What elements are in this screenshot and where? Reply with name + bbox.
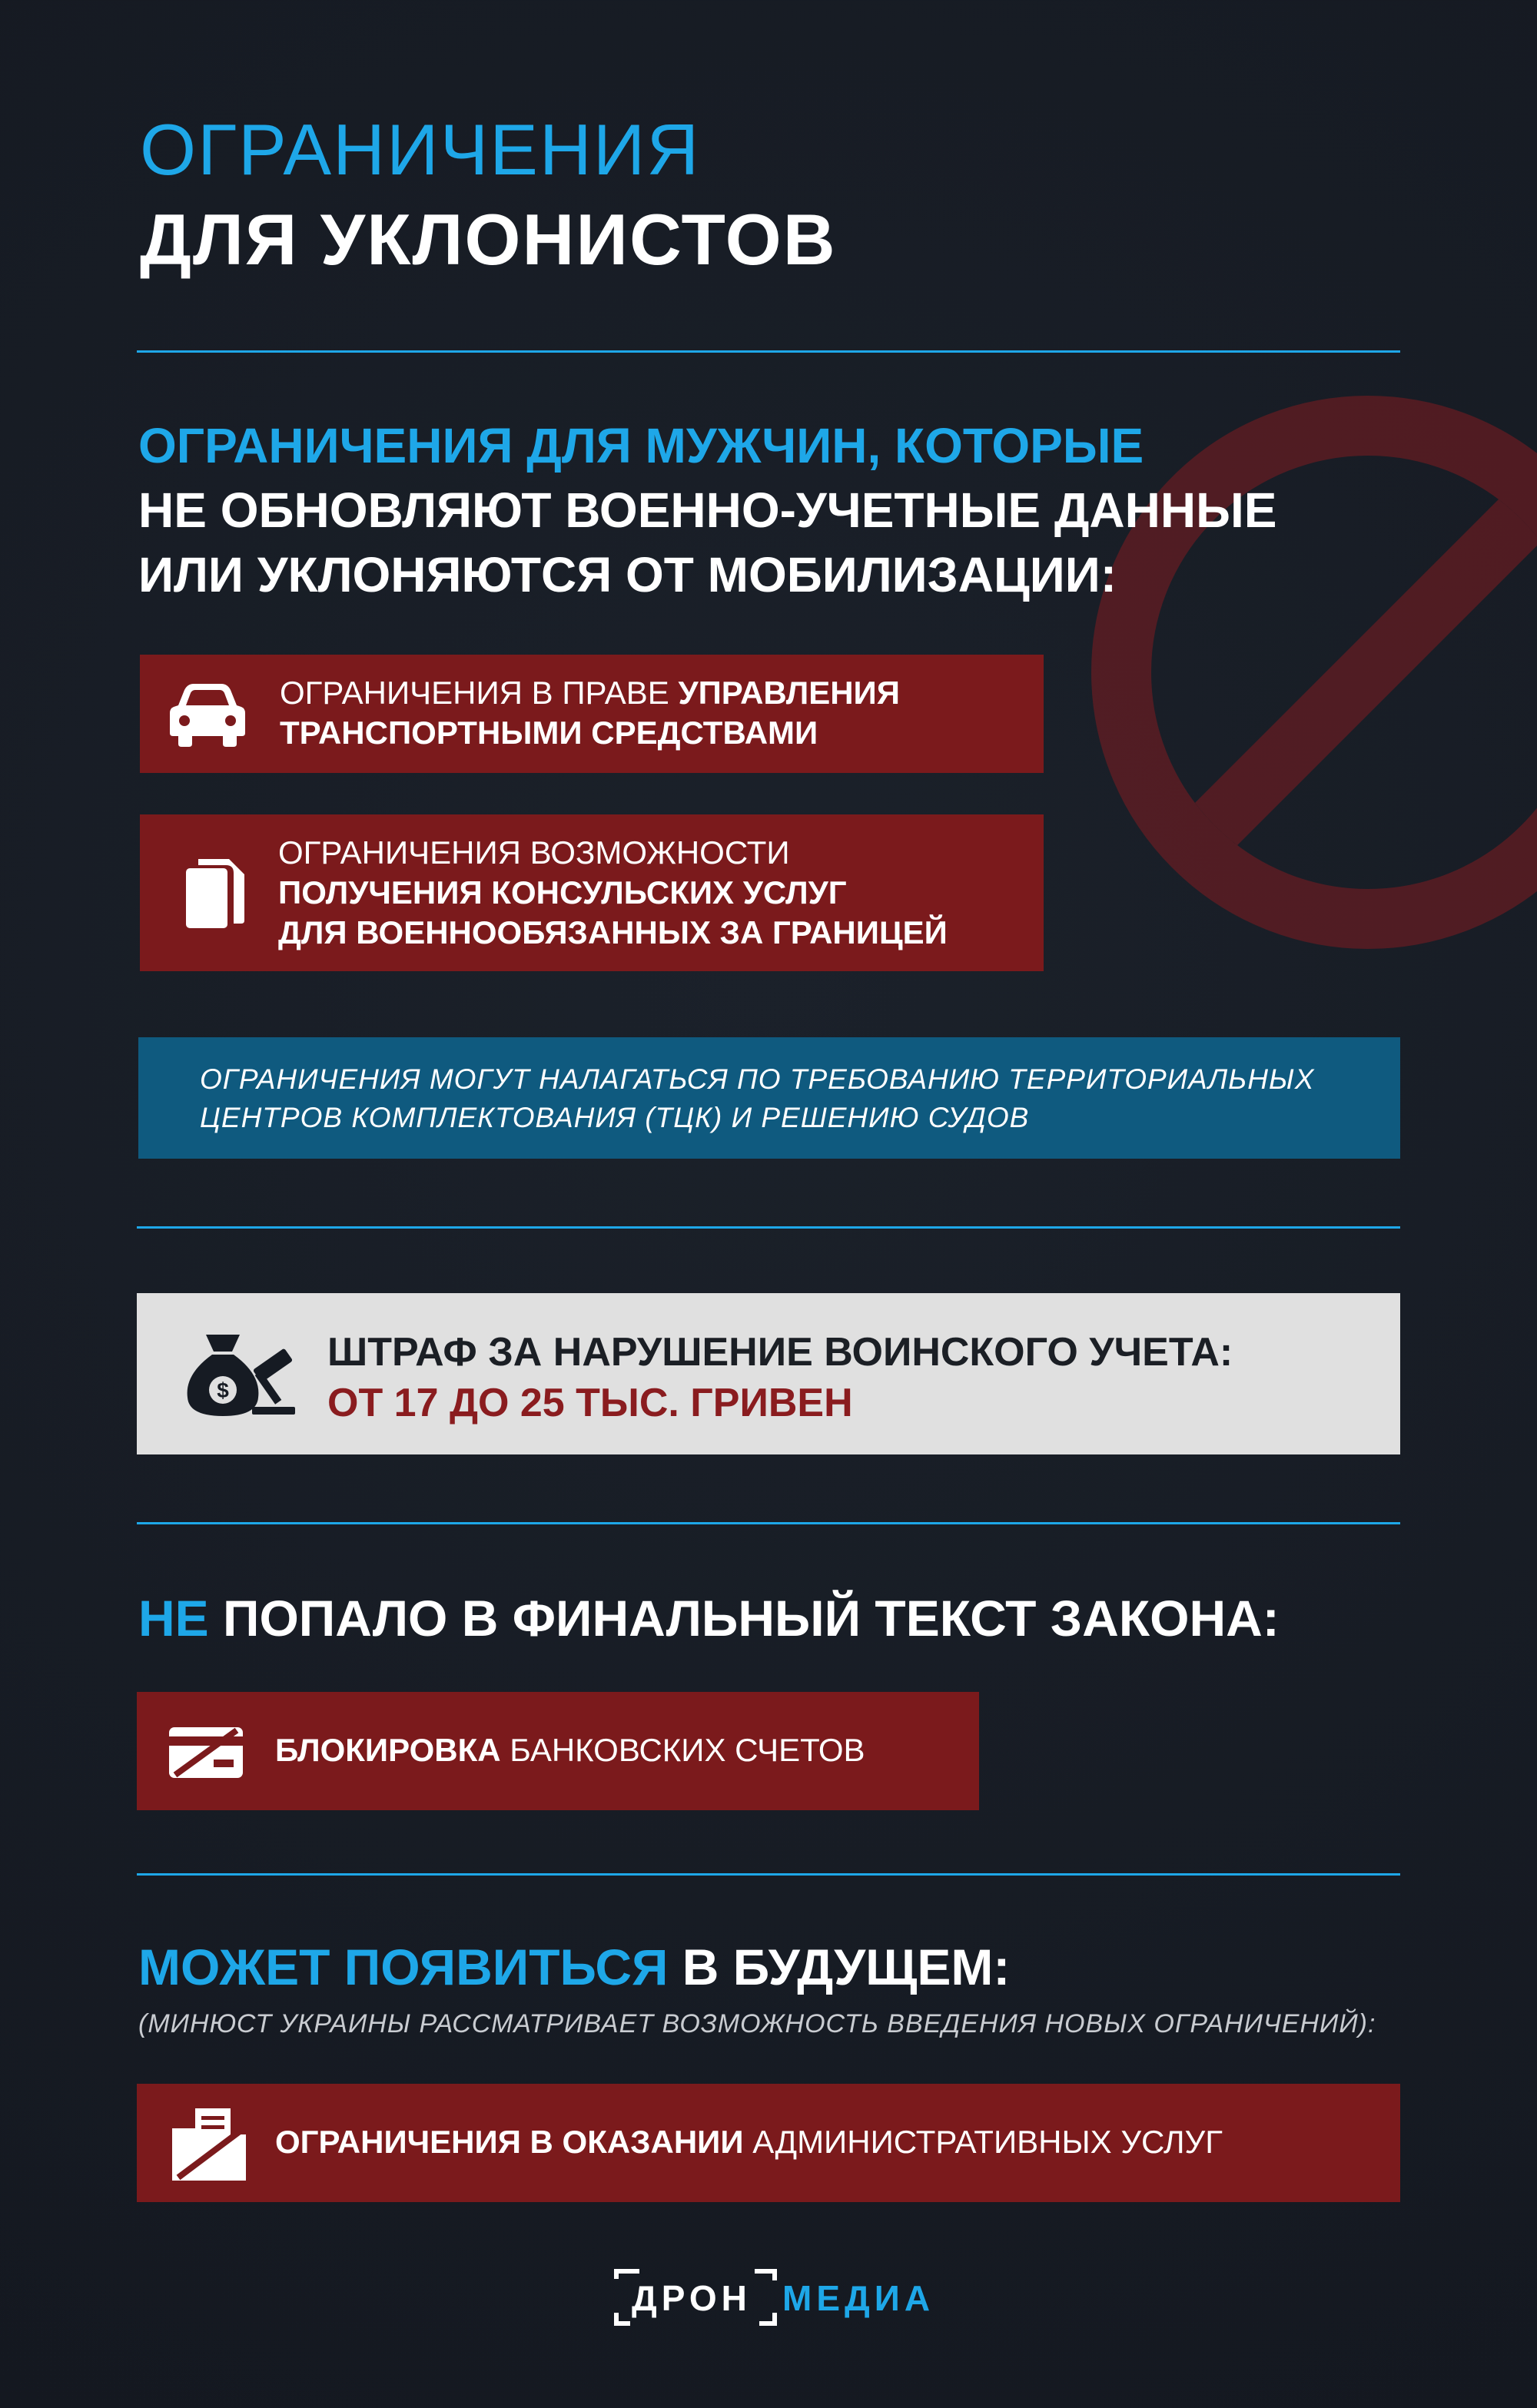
- blocked-accounts-text: [275, 1730, 865, 1770]
- restriction-consular-bold2: ДЛЯ ВОЕННООБЯЗАННЫХ ЗА ГРАНИЦЕЙ: [278, 914, 948, 950]
- restriction-driving-box: [140, 655, 1044, 773]
- admin-services-text: [275, 2122, 1223, 2162]
- restriction-driving-bold: УПРАВЛЕНИЯ: [678, 675, 900, 711]
- logo-part2: МЕДИА: [782, 2278, 935, 2318]
- section2-heading-accent: НЕ: [138, 1590, 209, 1647]
- blocked-accounts-bold: БЛОКИРОВКА: [275, 1732, 501, 1768]
- admin-services-plain: АДМИНИСТРАТИВНЫХ УСЛУГ: [743, 2124, 1223, 2160]
- tck-court-note: [138, 1037, 1400, 1159]
- fine-title: ШТРАФ ЗА НАРУШЕНИЕ ВОИНСКОГО УЧЕТА:: [327, 1330, 1233, 1375]
- divider: [137, 1873, 1400, 1876]
- admin-services-bold: ОГРАНИЧЕНИЯ В ОКАЗАНИИ: [275, 2124, 744, 2160]
- page-title-line1: ОГРАНИЧЕНИЯ: [140, 109, 701, 190]
- section1-heading-line3: ИЛИ УКЛОНЯЮТСЯ ОТ МОБИЛИЗАЦИИ:: [138, 547, 1117, 602]
- logo-part1: ДРОН: [632, 2278, 752, 2318]
- divider: [137, 1522, 1400, 1524]
- section3-heading-accent: МОЖЕТ ПОЯВИТЬСЯ: [138, 1939, 669, 1995]
- section2-heading-rest: ПОПАЛО В ФИНАЛЬНЫЙ ТЕКСТ ЗАКОНА:: [208, 1590, 1280, 1647]
- section1-heading: [138, 413, 1276, 607]
- restriction-driving-plain: ОГРАНИЧЕНИЯ В ПРАВЕ: [280, 675, 679, 711]
- section1-heading-line1: ОГРАНИЧЕНИЯ ДЛЯ МУЖЧИН, КОТОРЫЕ: [138, 418, 1144, 473]
- note-line2: ЦЕНТРОВ КОМПЛЕКТОВАНИЯ (ТЦК) И РЕШЕНИЮ СУДОВ: [200, 1102, 1030, 1133]
- money-bag-gavel-icon: [184, 1332, 300, 1418]
- section1-heading-line2: НЕ ОБНОВЛЯЮТ ВОЕННО-УЧЕТНЫЕ ДАННЫЕ: [138, 483, 1277, 538]
- folder-blocked-icon: [172, 2108, 246, 2181]
- fine-box: [137, 1293, 1400, 1454]
- note-line1: ОГРАНИЧЕНИЯ МОГУТ НАЛАГАТЬСЯ ПО ТРЕБОВАНИЮ ТЕРРИТОРИАЛЬНЫХ: [200, 1063, 1315, 1095]
- restriction-consular-bold: ПОЛУЧЕНИЯ КОНСУЛЬСКИХ УСЛУГ: [278, 874, 847, 910]
- divider: [137, 350, 1400, 353]
- blocked-accounts-box: [137, 1692, 979, 1810]
- admin-services-box: [137, 2084, 1400, 2202]
- section3-heading: [138, 1935, 1010, 1999]
- restriction-consular-plain: ОГРАНИЧЕНИЯ ВОЗМОЖНОСТИ: [278, 834, 790, 871]
- restriction-driving-text: [280, 673, 900, 753]
- section2-heading: [138, 1586, 1280, 1650]
- documents-icon: [186, 859, 244, 930]
- restriction-consular-box: [140, 814, 1044, 971]
- card-blocked-icon: [169, 1727, 243, 1778]
- car-icon: [169, 682, 246, 747]
- page-title-line2: ДЛЯ УКЛОНИСТОВ: [140, 199, 837, 280]
- divider: [137, 1226, 1400, 1229]
- tck-court-note-text: [200, 1060, 1314, 1137]
- fine-text: [327, 1327, 1233, 1428]
- restriction-consular-text: [278, 833, 948, 953]
- restriction-driving-bold2: ТРАНСПОРТНЫМИ СРЕДСТВАМИ: [280, 715, 818, 751]
- section3-heading-rest: В БУДУЩЕМ:: [668, 1939, 1011, 1995]
- svg-text:$: $: [217, 1378, 229, 1402]
- fine-amount: ОТ 17 ДО 25 ТЫС. ГРИВЕН: [327, 1381, 853, 1425]
- blocked-accounts-plain: БАНКОВСКИХ СЧЕТОВ: [500, 1732, 865, 1768]
- section3-subnote: (МИНЮСТ УКРАИНЫ РАССМАТРИВАЕТ ВОЗМОЖНОСТЬ ВВЕДЕНИЯ НОВЫХ ОГРАНИЧЕНИЙ):: [138, 2009, 1376, 2038]
